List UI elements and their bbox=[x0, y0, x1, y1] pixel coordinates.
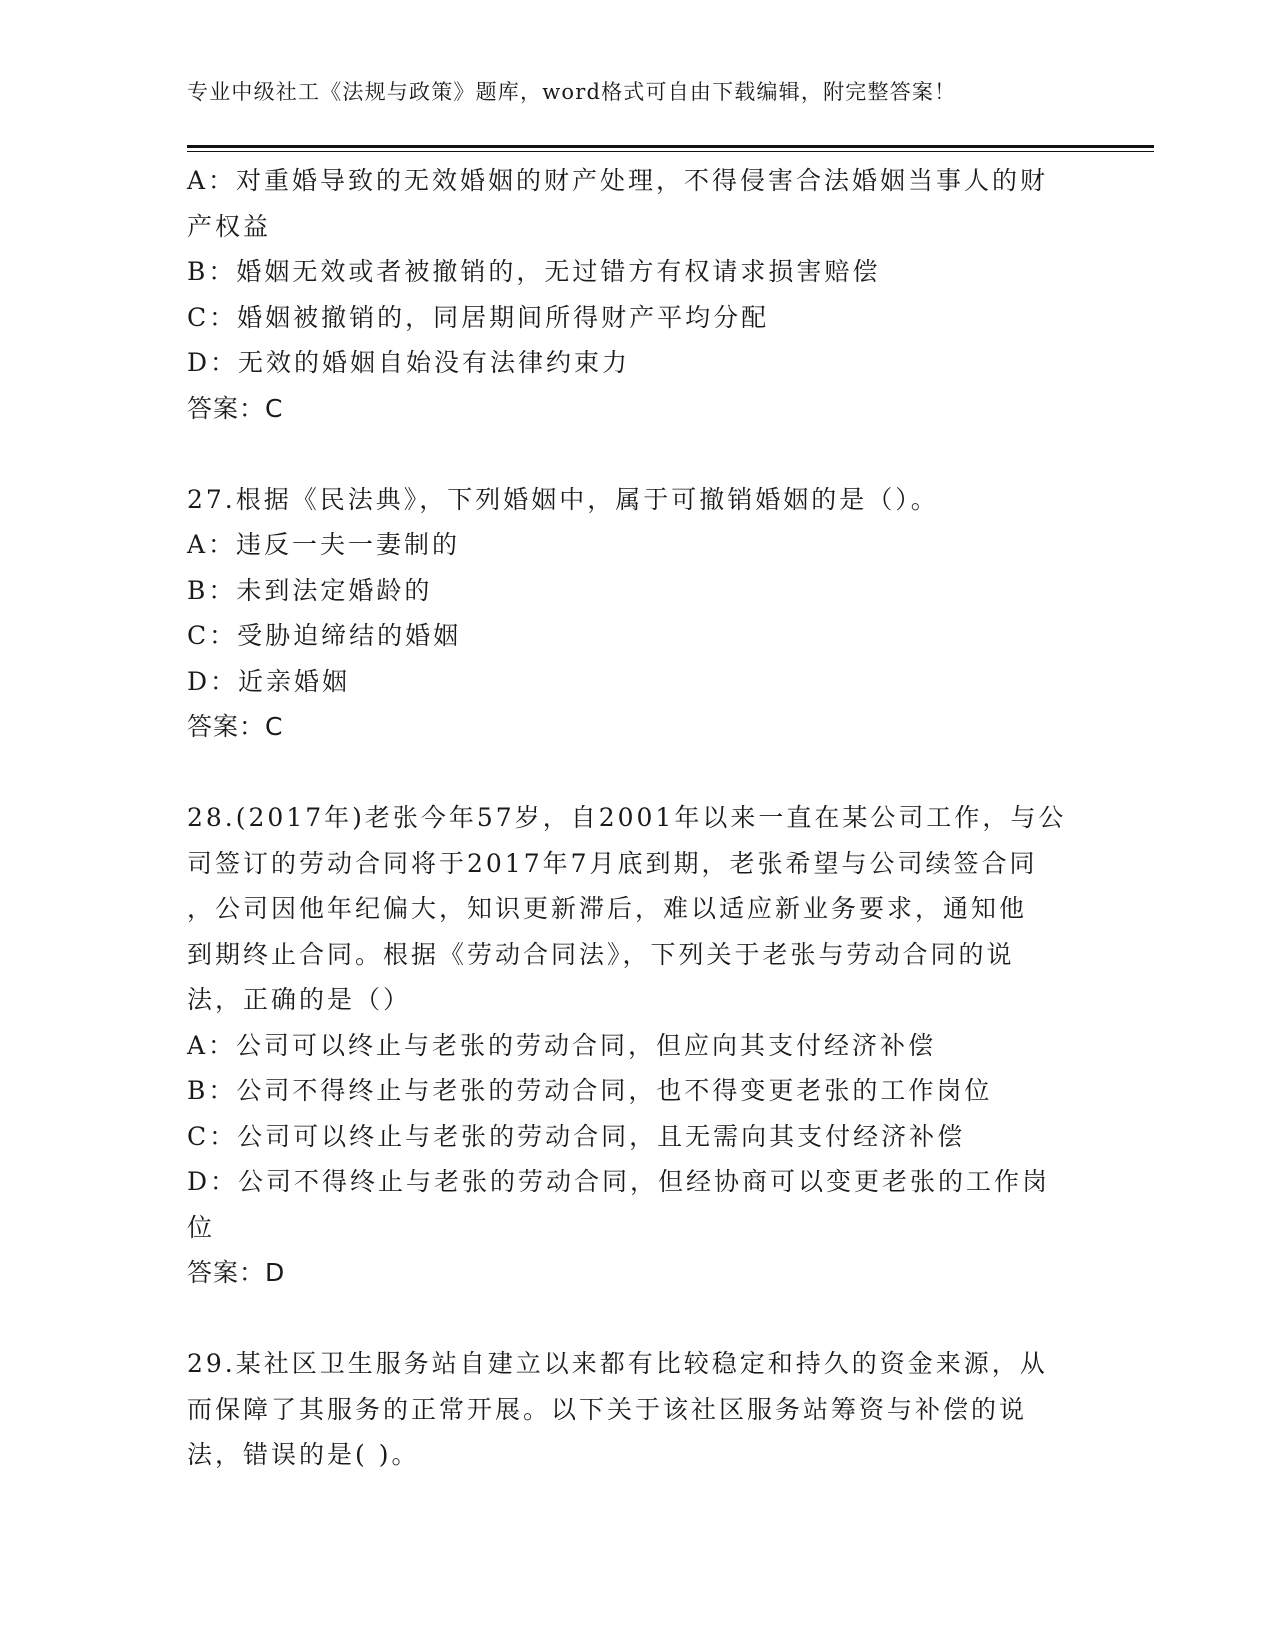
q26-option-a-line2: 产权益 bbox=[187, 211, 272, 241]
q26-option-a-line1: A：对重婚导致的无效婚姻的财产处理，不得侵害合法婚姻当事人的财 bbox=[187, 166, 1049, 195]
question-content bbox=[187, 158, 1087, 1478]
q28-stem-line1: 28.(2017年)老张今年57岁，自2001年以来一直在某公司工作，与公 bbox=[187, 803, 1067, 832]
q26-option-b: B：婚姻无效或者被撤销的，无过错方有权请求损害赔偿 bbox=[187, 257, 881, 286]
q28-stem-line3: ，公司因他年纪偏大，知识更新滞后，难以适应新业务要求，通知他 bbox=[187, 894, 1028, 923]
q28-option-c: C：公司可以终止与老张的劳动合同，且无需向其支付经济补偿 bbox=[187, 1121, 966, 1151]
q28-stem-line5: 法，正确的是（） bbox=[187, 985, 412, 1014]
q28-stem-line4: 到期终止合同。根据《劳动合同法》，下列关于老张与劳动合同的说 bbox=[187, 939, 1015, 969]
q27-answer: 答案：C bbox=[187, 712, 284, 741]
q28-stem-line2: 司签订的劳动合同将于2017年7月底到期，老张希望与公司续签合同 bbox=[187, 848, 1038, 878]
header-rule-thin bbox=[187, 151, 1154, 152]
q28-option-a: A：公司可以终止与老张的劳动合同，但应向其支付经济补偿 bbox=[187, 1030, 937, 1060]
q29-stem-line1: 29.某社区卫生服务站自建立以来都有比较稳定和持久的资金来源，从 bbox=[187, 1349, 1048, 1378]
q27-option-c: C：受胁迫缔结的婚姻 bbox=[187, 621, 462, 650]
q29-stem-line3: 法，错误的是( )。 bbox=[187, 1440, 420, 1469]
q27-option-a: A：违反一夫一妻制的 bbox=[187, 530, 461, 559]
q26-option-c: C：婚姻被撤销的，同居期间所得财产平均分配 bbox=[187, 302, 770, 332]
q27-stem: 27.根据《民法典》，下列婚姻中，属于可撤销婚姻的是（）。 bbox=[187, 484, 939, 514]
spacer bbox=[187, 1296, 1087, 1342]
q29-stem-line2: 而保障了其服务的正常开展。以下关于该社区服务站筹资与补偿的说 bbox=[187, 1394, 1028, 1424]
q26-answer: 答案：C bbox=[187, 393, 284, 423]
spacer bbox=[187, 431, 1087, 477]
q28-answer: 答案：D bbox=[187, 1258, 286, 1287]
q28-option-d-line1: D：公司不得终止与老张的劳动合同，但经协商可以变更老张的工作岗 bbox=[187, 1167, 1051, 1196]
q28-option-d-line2: 位 bbox=[187, 1212, 216, 1242]
spacer bbox=[187, 750, 1087, 796]
header-rule-thick bbox=[187, 145, 1154, 148]
q27-option-b: B：未到法定婚龄的 bbox=[187, 575, 433, 605]
page-header: 专业中级社工《法规与政策》题库，word格式可自由下载编辑，附完整答案！ bbox=[187, 80, 957, 104]
q26-option-d: D：无效的婚姻自始没有法律约束力 bbox=[187, 348, 631, 377]
q28-option-b: B：公司不得终止与老张的劳动合同，也不得变更老张的工作岗位 bbox=[187, 1076, 993, 1105]
q27-option-d: D：近亲婚姻 bbox=[187, 666, 351, 696]
